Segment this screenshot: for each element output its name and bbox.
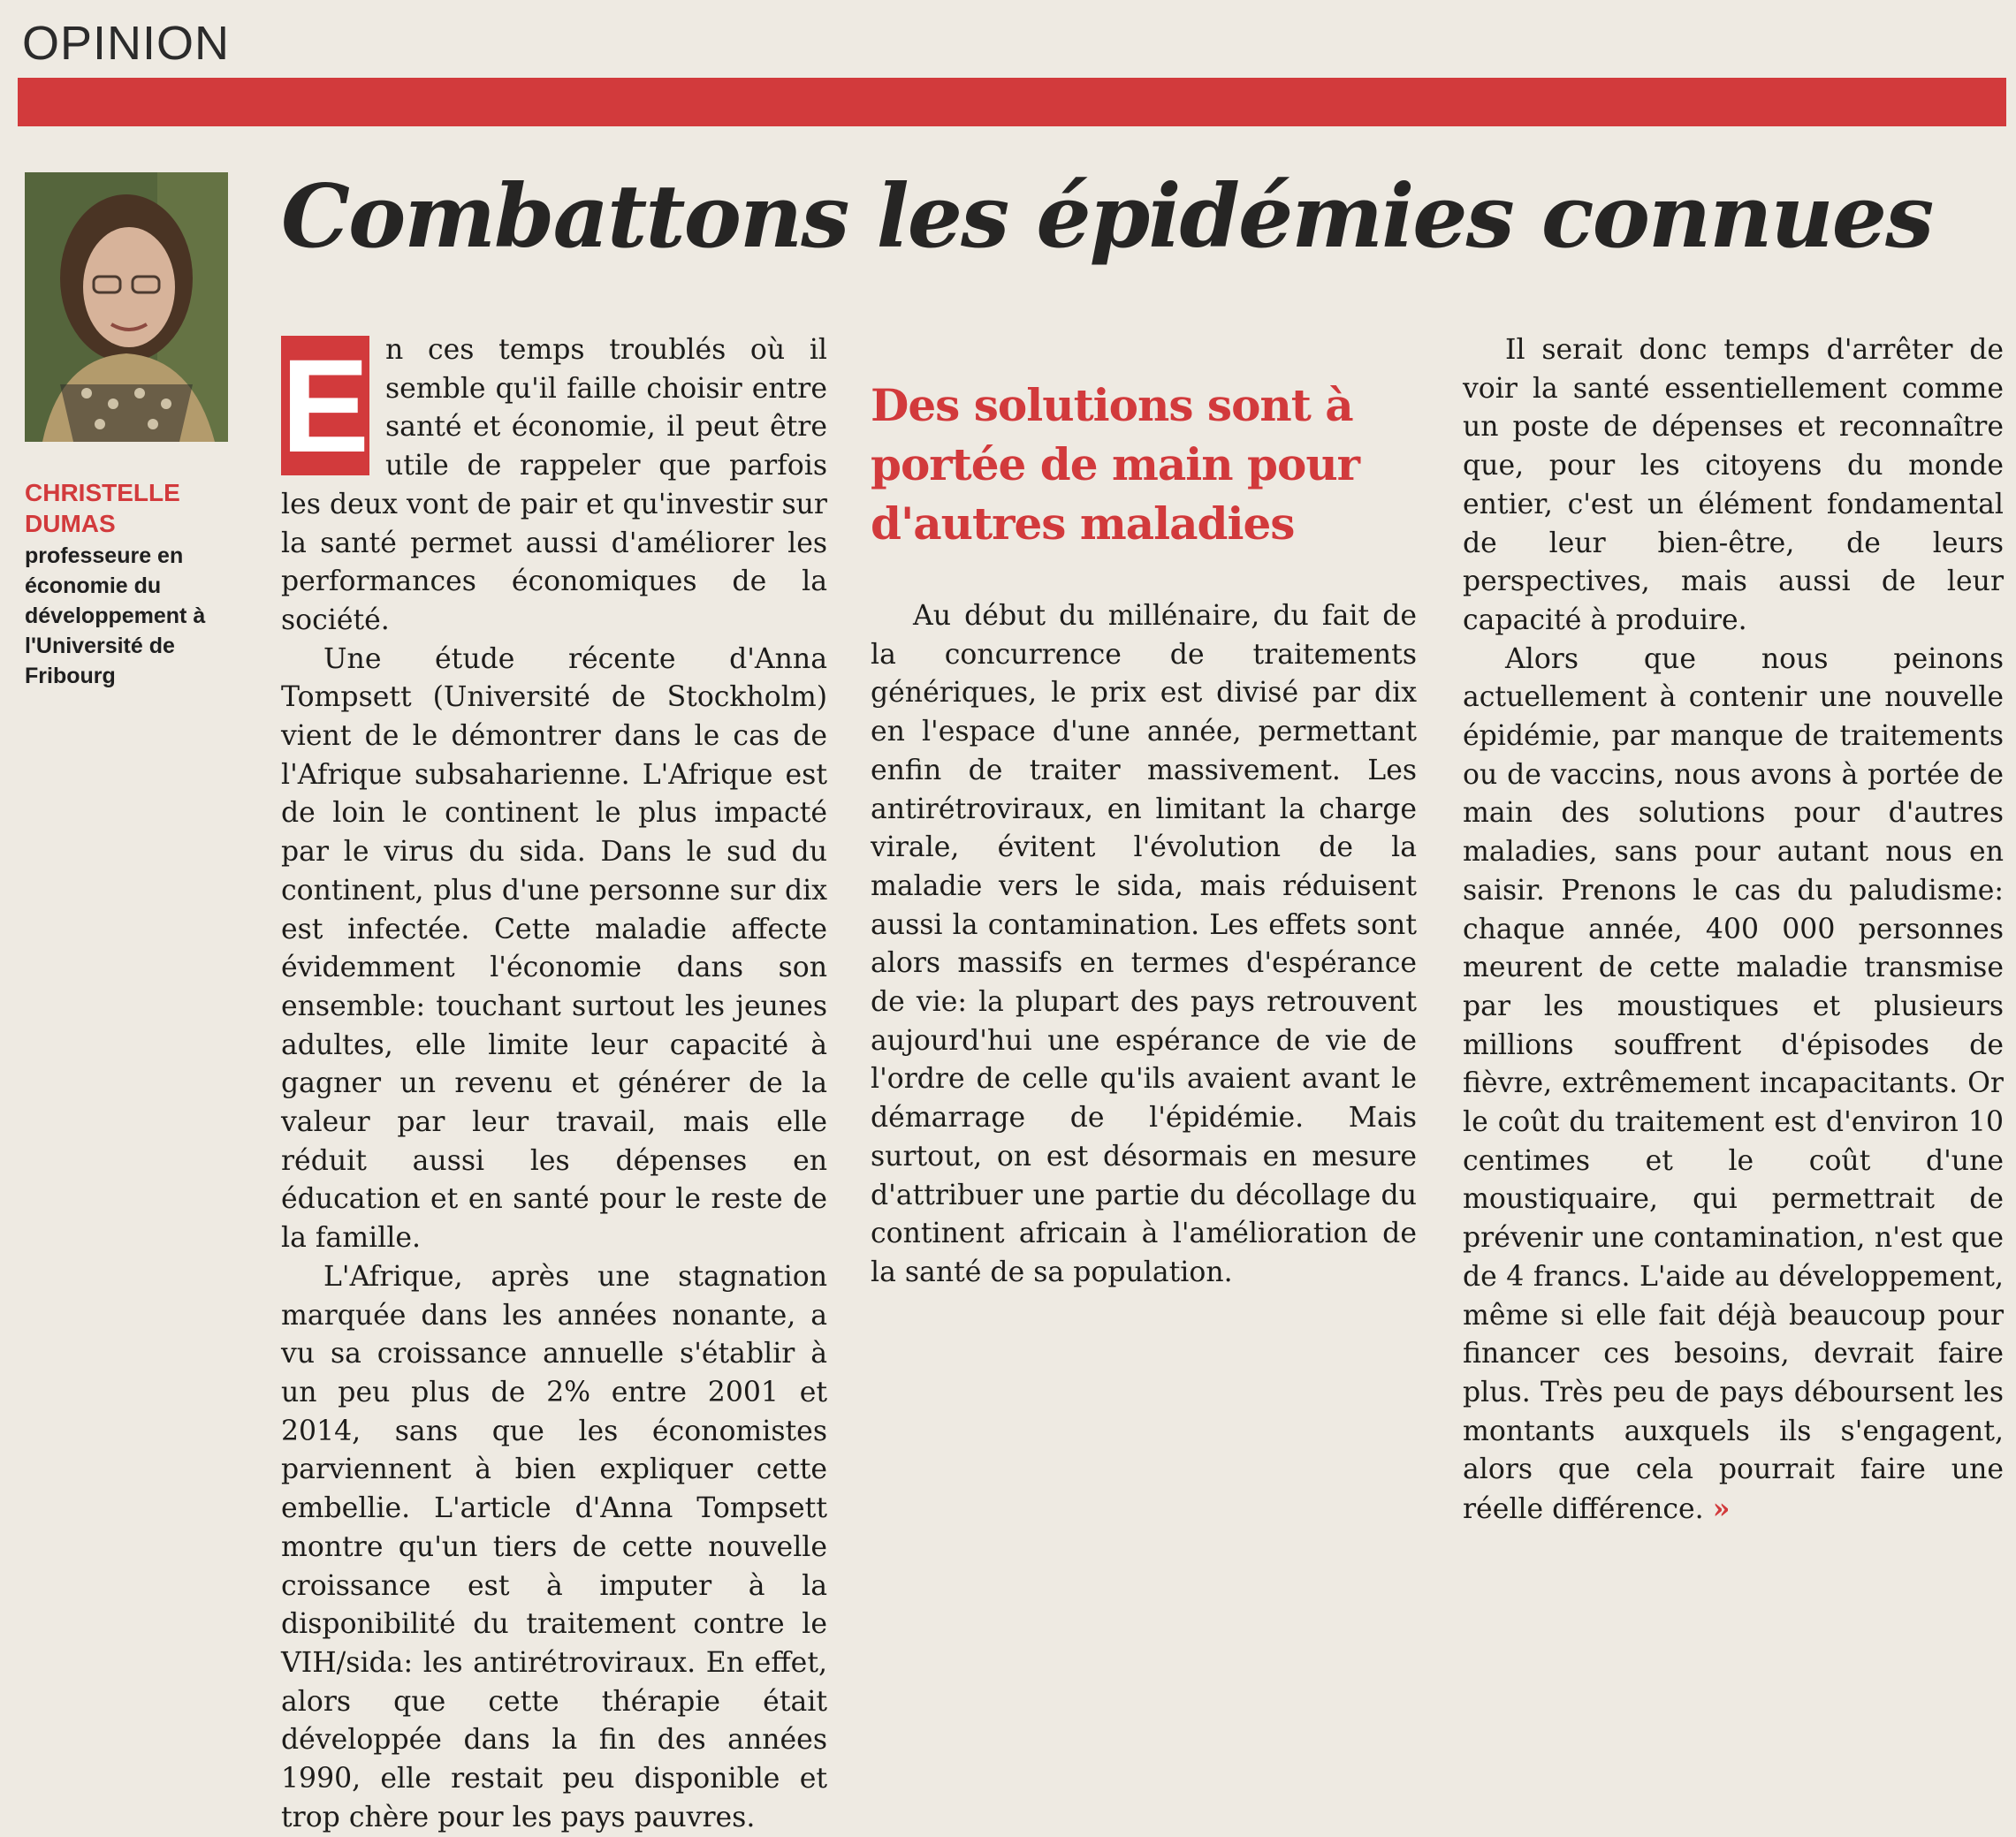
paragraph-3: L'Afrique, après une stagnation marquée dans les années nonante, a vu sa croissance annuelle s'établir à un peu plus de 2% entre 2001 et 2014, sans que les économistes parviennent à bien expliquer cette embellie. L'article d'Anna Tompsett montre qu'un tiers de cette nouvelle croissance est à imputer à la disponibilité du traitement contre le VIH/sida: les antirétroviraux. En effet, alors que cette thérapie était développée dans la fin des années 1990, elle restait peu disponible et trop chère pour les pays pauvres. xyxy=(281,1260,827,1833)
subheading: Des solutions sont à portée de main pour d'autres maladies xyxy=(871,379,1360,550)
author-name: CHRISTELLE DUMAS xyxy=(25,479,180,537)
headline: Combattons les épidémies connues xyxy=(281,166,1933,268)
section-rule xyxy=(18,78,2006,126)
article-column-3 xyxy=(1463,331,2004,1530)
drop-cap: E xyxy=(281,331,370,480)
paragraph-4: Au début du millénaire, du fait de la concurrence de traitements génériques, le prix est divisé par dix en l'espace d'une année, permettant enfin de traiter massivement. Les antirétroviraux, en limitant la charge virale, évitent l'évolution de la maladie vers le sida, mais réduisent aussi la contamination. Les effets sont alors massifs en termes d'espérance de vie: la plupart des pays retrouvent aujourd'hui une espérance de vie de l'ordre de celle qu'ils avaient avant le démarrage de l'épidémie. Mais surtout, on est désormais en mesure d'attribuer une partie du décollage du continent africain à l'amélioration de la santé de sa population. xyxy=(871,600,1417,1288)
end-mark-icon: » xyxy=(1712,1492,1731,1526)
paragraph-6-text: Alors que nous peinons actuellement à contenir une nouvelle épidémie, par manque de traitements ou de vaccins, nous avons à portée de main des solutions pour d'autres maladies, sans pour autant nous en saisir. Prenons le cas du paludisme: chaque année, 400 000 personnes meurent de cette maladie transmise par les moustiques et plusieurs millions souffrent d'épisodes de fièvre, extrêmement incapacitants. Or le coût du traitement est d'environ 10 centimes et le coût d'une moustiquaire, qui permettrait de prévenir une contamination, n'est que de 4 francs. L'aide au développement, même si elle fait déjà beaucoup pour financer ces besoins, devrait faire plus. Très peu de pays déboursent les montants auxquels ils s'engagent, alors que cela pourrait faire une réelle différence. xyxy=(1463,642,2004,1526)
article-column-2 xyxy=(871,331,1417,1293)
author-portrait-image xyxy=(25,172,228,442)
paragraph-5: Il serait donc temps d'arrêter de voir la santé essentiellement comme un poste de dépenses et reconnaître que, pour les citoyens du monde entier, c'est un élément fondamental de leur bien-être, de leurs perspectives, mais aussi de leur capacité à produire. xyxy=(1463,334,2004,636)
author-photo xyxy=(25,172,228,442)
author-role: professeure en économie du développement à l'Université de Fribourg xyxy=(25,543,206,688)
paragraph-2: Une étude récente d'Anna Tompsett (Université de Stockholm) vient de le démontrer dans le cas de l'Afrique subsaharienne. L'Afrique est de loin le continent le plus impacté par le virus du sida. Dans le sud du continent, plus d'une personne sur dix est infectée. Cette maladie affecte évidemment l'économie dans son ensemble: touchant surtout les jeunes adultes, elle limite leur capacité à gagner un revenu et générer de la valeur par leur travail, mais elle réduit aussi les dépenses en éducation et en santé pour le reste de la famille. xyxy=(281,642,827,1255)
paragraph-1: n ces temps troublés où il semble qu'il faille choisir entre santé et économie, il peut être utile de rappeler que parfois les deux vont de pair et qu'investir sur la santé permet aussi d'améliorer les performances économiques de la société. xyxy=(281,334,827,636)
article-column-1 xyxy=(281,331,827,1837)
paragraph-6 xyxy=(1463,641,2004,1530)
section-label: OPINION xyxy=(22,17,231,70)
